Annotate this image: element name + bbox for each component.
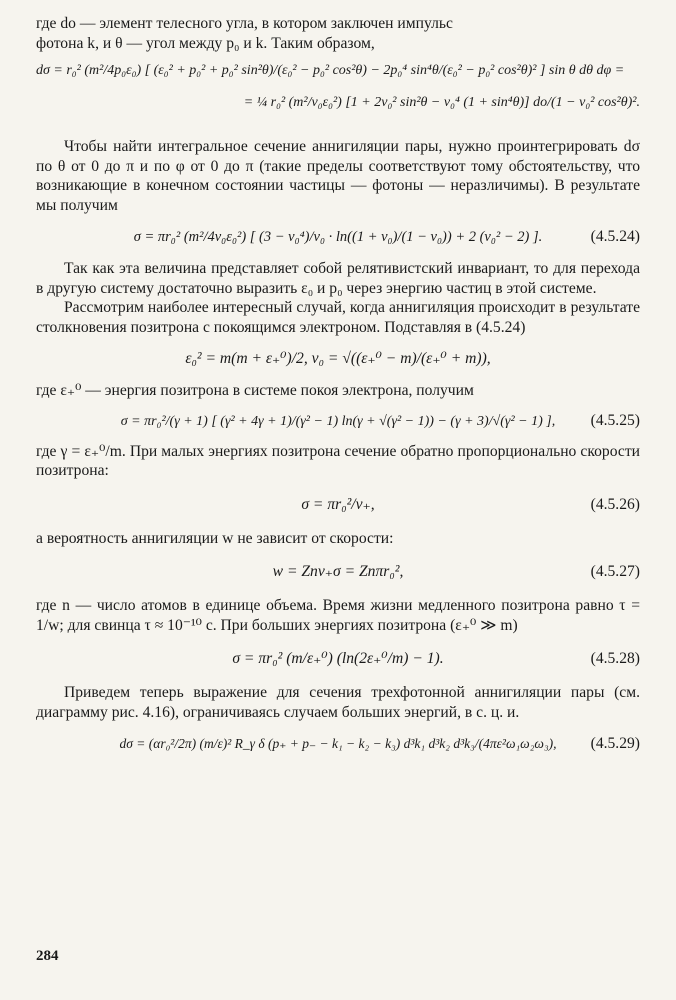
equation-dsigma-line2: = ¼ r₀² (m²/v₀ε₀²) [1 + 2v₀² sin²θ − v₀⁴ (1 + sin⁴θ)] dо/(1 − v₀² cos²θ)². (243, 95, 640, 110)
paragraph-positron-energy: где ε₊⁰ — энергия позитрона в системе покоя электрона, получим (36, 382, 474, 399)
equation-number-4-5-29: (4.5.29) (590, 735, 640, 752)
paragraph-intro-line2: фотона k, и θ — угол между p₀ и k. Таким образом, (36, 34, 375, 52)
equation-substitution: ε₀² = m(m + ε₊⁰)/2, v₀ = √((ε₊⁰ − m)/(ε₊⁰ + m)), (185, 350, 491, 367)
equation-4-5-25 (36, 411, 640, 432)
page-number: 284 (36, 948, 59, 964)
equation-4-5-27-body: w = Znv₊σ = Znπr₀², (272, 563, 404, 580)
equation-4-5-28 (36, 649, 640, 669)
paragraph-invariant: Так как эта величина представляет собой релятивистский инвариант, то для перехода в другую систему достаточно выразить ε₀ и p₀ через энергию частиц в этой системе. (36, 260, 640, 297)
equation-4-5-29 (36, 734, 640, 754)
equation-dsigma-line1: dσ = r₀² (m²/4p₀ε₀) [ (ε₀² + p₀² + p₀² sin²θ)/(ε₀² − p₀² cos²θ) − 2p₀⁴ sin⁴θ/(ε₀² − p₀² cos²θ)² ] sin θ dθ dφ = (36, 63, 625, 78)
equation-4-5-27 (36, 562, 640, 582)
equation-number-4-5-26: (4.5.26) (590, 495, 640, 513)
equation-number-4-5-24: (4.5.24) (590, 228, 640, 245)
paragraph-gamma: где γ = ε₊⁰/m. При малых энергиях позитрона сечение обратно пропорционально скорости позитрона: (36, 442, 640, 479)
equation-number-4-5-27: (4.5.27) (590, 563, 640, 580)
paragraph-intro-line1: где dо — элемент телесного угла, в котором заключен импульс (36, 15, 453, 32)
equation-4-5-25-body: σ = πr₀²/(γ + 1) [ (γ² + 4γ + 1)/(γ² − 1) ln(γ + √(γ² − 1)) − (γ + 3)/√(γ² − 1) ], (120, 413, 556, 429)
equation-4-5-26-body: σ = πr₀²/v₊, (301, 495, 375, 513)
equation-4-5-28-body: σ = πr₀² (m/ε₊⁰) (ln(2ε₊⁰/m) − 1). (232, 650, 444, 667)
equation-4-5-24-body: σ = πr₀² (m²/4v₀ε₀²) [ (3 − v₀⁴)/v₀ · ln((1 + v₀)/(1 − v₀)) + 2 (v₀² − 2) ]. (133, 229, 543, 245)
paragraph-three-photon: Приведем теперь выражение для сечения трехфотонной аннигиляции пары (см. диаграмму рис. 4.16), ограничиваясь случаем больших энергий, в с. ц. и. (36, 684, 640, 721)
paragraph-probability: а вероятность аннигиляции w не зависит от скорости: (36, 529, 394, 547)
paragraph-lifetime: где n — число атомов в единице объема. Время жизни медленного позитрона равно τ = 1/w; для свинца τ ≈ 10⁻¹⁰ с. При больших энергиях позитрона (ε₊⁰ ≫ m) (36, 597, 640, 634)
paragraph-integral: Чтобы найти интегральное сечение аннигиляции пары, нужно проинтегрировать dσ по θ от 0 до π и по φ от 0 до π (такие пределы соответствуют тому обстоятельству, что возникающие в конечном состоянии частицы — фотоны — неразличимы). В результате мы получим (36, 138, 640, 214)
equation-number-4-5-25: (4.5.25) (590, 411, 640, 429)
equation-4-5-24 (36, 227, 640, 247)
equation-4-5-26 (36, 495, 640, 515)
page-body (36, 14, 640, 766)
paragraph-case: Рассмотрим наиболее интересный случай, когда аннигиляция происходит в результате столкновения позитрона с покоящимся электроном. Подставляя в (4.5.24) (36, 299, 640, 336)
equation-number-4-5-28: (4.5.28) (590, 650, 640, 667)
equation-4-5-29-body: dσ = (αr₀²/2π) (m/ε)² R_γ δ (p₊ + p₋ − k₁ − k₂ − k₃) d³k₁ d³k₂ d³k₃/(4πε²ω₁ω₂ω₃), (119, 736, 557, 751)
